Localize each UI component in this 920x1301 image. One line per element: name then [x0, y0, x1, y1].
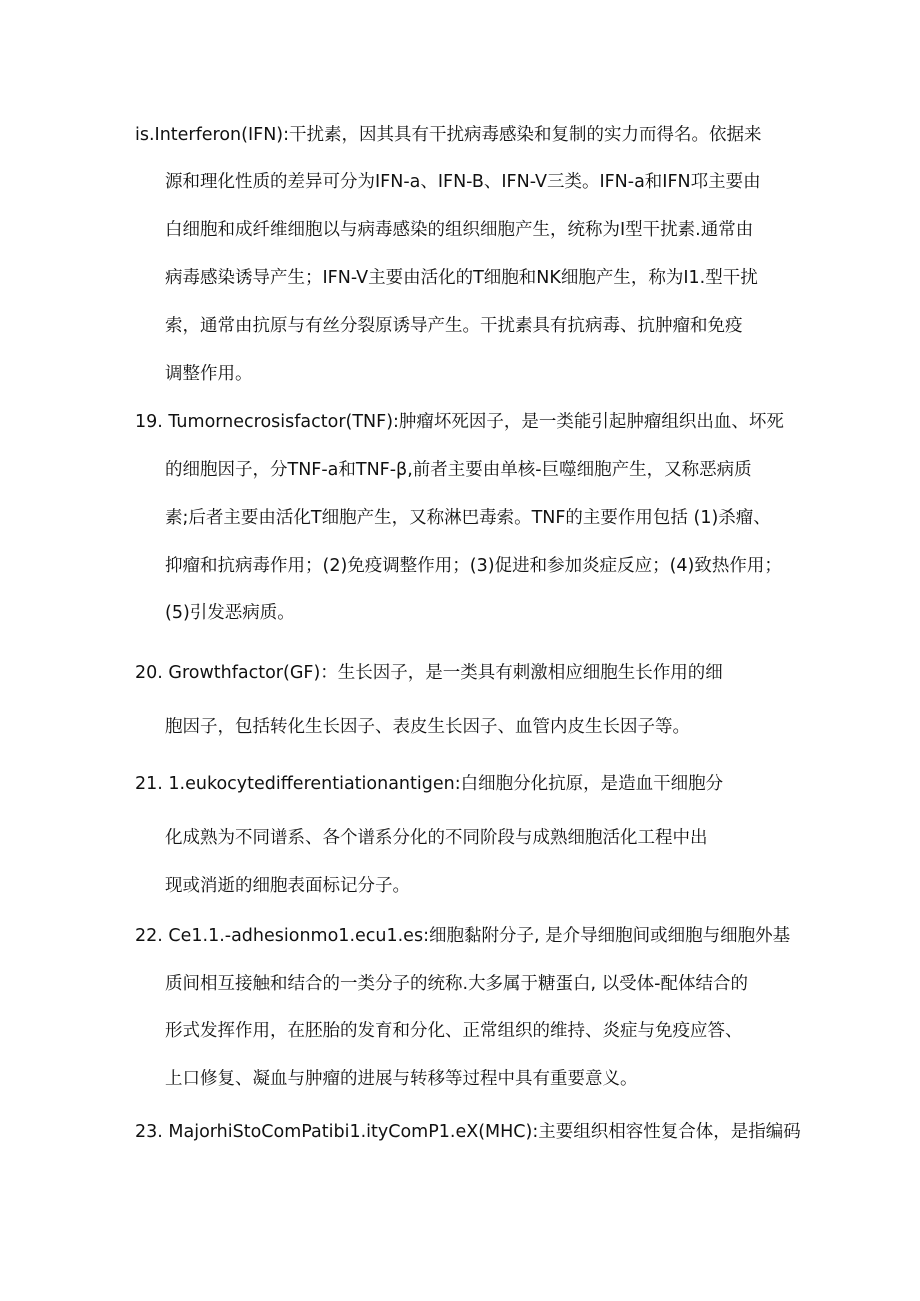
text-line: 胞因子，包括转化生长因子、表皮生长因子、血管内皮生长因子等。 [165, 717, 690, 737]
text-line: 白细胞和成纤维细胞以与病毒感染的组织细胞产生，统称为I型干扰素.通常由 [165, 220, 754, 240]
text-line: 病毒感染诱导产生；IFN-V主要由活化的T细胞和NK细胞产生，称为I1.型干扰 [165, 268, 758, 288]
text-line: 上口修复、凝血与肿瘤的进展与转移等过程中具有重要意义。 [165, 1069, 638, 1089]
text-line: is.Interferon(IFN):干扰素，因其具有干扰病毒感染和复制的实力而得名。依据来 [135, 125, 762, 145]
text-line: 23. MajorhiStoComPatibi1.ityComP1.eX(MHC):主要组织相容性复合体，是指编码 [135, 1122, 801, 1142]
text-line: 22. Ce1.1.-adhesionmo1.ecu1.es:细胞黏附分子, 是介导细胞间或细胞与细胞外基 [135, 926, 791, 946]
text-line: 21. 1.eukocytedifferentiationantigen:白细胞分化抗原，是造血干细胞分 [135, 774, 724, 794]
text-line: 20. Growthfactor(GF)：生长因子，是一类具有刺激相应细胞生长作用的细 [135, 663, 723, 683]
text-line: 形式发挥作用，在胚胎的发育和分化、正常组织的维持、炎症与免疫应答、 [165, 1021, 743, 1041]
text-line: 的细胞因子，分TNF-a和TNF-β,前者主要由单核-巨噬细胞产生，又称恶病质 [165, 460, 752, 480]
text-line: 19. Tumornecrosisfactor(TNF):肿瘤坏死因子，是一类能引起肿瘤组织出血、坏死 [135, 412, 784, 432]
text-line: 调整作用。 [165, 364, 253, 384]
text-line: (5)引发恶病质。 [165, 603, 295, 623]
text-line: 质间相互接触和结合的一类分子的统称.大多属于糖蛋白, 以受体-配体结合的 [165, 974, 749, 994]
text-line: 索，通常由抗原与有丝分裂原诱导产生。干扰素具有抗病毒、抗肿瘤和免疫 [165, 316, 743, 336]
text-line: 化成熟为不同谱系、各个谱系分化的不同阶段与成熟细胞活化工程中出 [165, 828, 708, 848]
text-line: 现或消逝的细胞表面标记分子。 [165, 876, 410, 896]
text-line: 源和理化性质的差异可分为IFN-a、IFN-B、IFN-V三类。IFN-a和IFN邛主要由 [165, 172, 761, 192]
text-line: 素;后者主要由活化T细胞产生，又称淋巴毒索。TNF的主要作用包括 (1)杀瘤、 [165, 508, 771, 528]
text-line: 抑瘤和抗病毒作用；(2)免疫调整作用；(3)促进和参加炎症反应；(4)致热作用； [165, 556, 782, 576]
